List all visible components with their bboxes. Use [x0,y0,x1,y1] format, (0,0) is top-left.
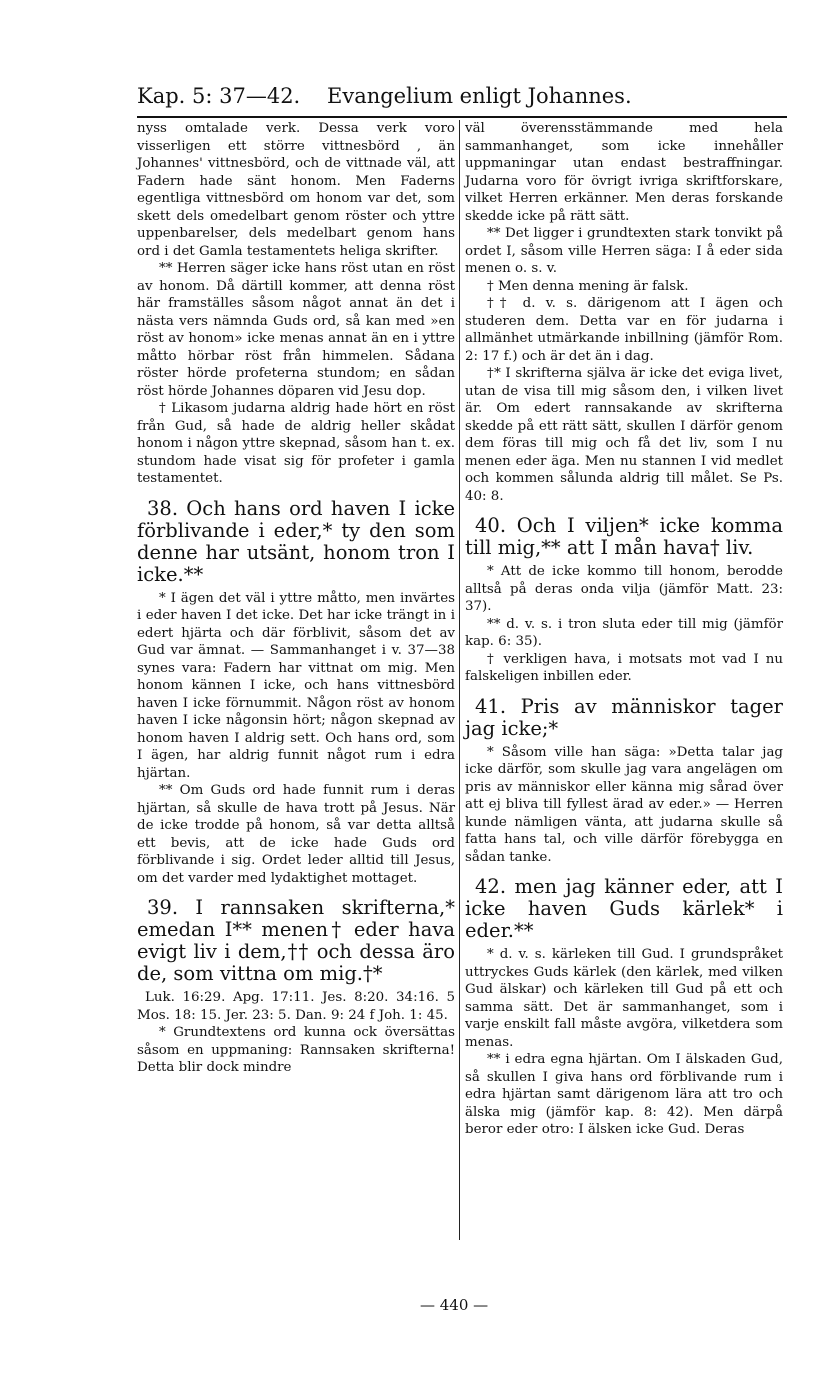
verse-42: 42. men jag känner eder, att I icke haven Guds kärlek* i eder.** [465,875,783,942]
commentary-paragraph: nyss omtalade verk. Dessa verk voro visserligen ett större vittnesbörd , än Johannes' vittnesbörd, och de vittnade väl, att Fadern hade sänt honom. Men Faderns egentliga vittnesbörd om honom var det, som skett dels omedelbart genom röster och yttre uppenbarelser, dels medelbart genom hans ord i det Gamla testamentets heliga skrifter. [137,121,455,259]
chapter-reference: Kap. 5: 37—42. [137,84,301,108]
footnote: † verkligen hava, i motsats mot vad I nu falskeligen inbillen eder. [465,651,783,684]
verse-41: 41. Pris av människor tager jag icke;* [465,694,783,740]
verse-40: 40. Och I viljen* icke komma till mig,** att I mån hava† liv. [465,514,783,559]
footnote: * Såsom ville han säga: »Detta talar jag icke därför, som skulle jag vara angelägen om pris av människor eller känna mig sårad över att ej bliva till fyllest ärad av eder.» — Herren kunde nämligen vänta, att judarna skulle så fatta hans tal, och ville därför förebygga en sådan tanke. [465,744,783,865]
footnote: ** d. v. s. i tron sluta eder till mig (jämför kap. 6: 35). [465,616,783,649]
footnote: †* I skrifterna själva är icke det eviga livet, utan de visa till mig såsom den, i vilken livet är. Om edert rannsakande av skrifterna skedde på ett rätt sätt, skullen I därför genom dem föras till mig och få det liv, som I nu menen eder äga. Men nu stannen I vid medlet och kommen sålunda aldrig till målet. Se Ps. 40: 8. [465,366,783,504]
book-title: Evangelium enligt Johannes. [327,84,632,108]
footnote: †† d. v. s. därigenom att I ägen och studeren dem. Detta var en för judarna i allmänhet utmärkande inbillning (jämför Rom. 2: 17 f.) och är det än i dag. [465,296,783,364]
footnote: † Men denna mening är falsk. [487,278,689,294]
footnote: † Likasom judarna aldrig hade hört en röst från Gud, så hade de aldrig heller skådat honom i någon yttre skepnad, såsom han t. ex. stundom hade visat sig för profeter i gamla testamentet. [137,401,455,486]
footnote: * I ägen det väl i yttre måtto, men invärtes i eder haven I det icke. Det har icke trängt in i edert hjärta och där förblivit, såsom det av Gud var ämnat. — Sammanhanget i v. 37—38 synes vara: Fadern har vittnat om mig. Men honom kännen I icke, och hans vittnesbörd haven I icke förnummit. Någon röst av honom haven I icke någonsin hört; någon skepnad av honom haven I aldrig sett. Och hans ord, som I ägen, har aldrig funnit något rum i edra hjärtan. [137,590,455,781]
page-number: — 440 — [420,1296,489,1314]
right-column [465,120,783,1139]
footnote: * Att de icke kommo till honom, berodde alltså på deras onda vilja (jämför Matt. 23: 37). [465,564,783,614]
commentary-paragraph: väl överensstämmande med hela sammanhanget, som icke innehåller uppmaningar utan endast bestraffningar. Judarna voro för övrigt ivriga skriftforskare, vilket Herren erkänner. Men deras forskande skedde icke på rätt sätt. [465,121,783,224]
cross-references: Luk. 16:29. Apg. 17:11. Jes. 8:20. 34:16. 5 Mos. 18: 15. Jer. 23: 5. Dan. 9: 24 f Joh. 1: 45. [137,990,455,1023]
header-rule [137,116,787,118]
running-header [137,84,785,114]
verse-38: 38. Och hans ord haven I icke förblivande i eder,* ty den som denne har utsänt, honom tron I icke.** [137,496,455,586]
verse-39: 39. I rannsaken skrifterna,* emedan I** menen† eder hava evigt liv i dem,†† och dessa äro de, som vittna om mig.†* [137,896,455,985]
footnote: ** Det ligger i grundtexten stark tonvikt på ordet I, såsom ville Herren säga: I å eder sida menen o. s. v. [465,226,783,276]
footnote: ** Herren säger icke hans röst utan en röst av honom. Då därtill kommer, att denna röst här framställes såsom något annat än det i nästa vers nämnda Guds ord, så kan med »en röst av honom» icke menas annat än en i yttre måtto hörbar röst från himmelen. Sådana röster hörde profeterna stundom; en sådan röst hörde Johannes döparen vid Jesu dop. [137,261,455,399]
footnote: ** Om Guds ord hade funnit rum i deras hjärtan, så skulle de hava trott på Jesus. När de icke trodde på honom, så var detta alltså ett bevis, att de icke hade Guds ord förblivande i sig. Ordet leder alltid till Jesus, om det varder med lydaktighet mottaget. [137,783,455,886]
footnote: * Grundtextens ord kunna ock översättas såsom en uppmaning: Rannsaken skrifterna! Detta blir dock mindre [137,1025,455,1075]
footnote: ** i edra egna hjärtan. Om I älskaden Gud, så skullen I giva hans ord förblivande rum i edra hjärtan samt därigenom lära att tro och älska mig (jämför kap. 8: 42). Men därpå beror eder otro: I älsken icke Gud. Deras [465,1052,783,1137]
left-column [137,120,455,1077]
column-divider [459,120,460,1240]
footnote: * d. v. s. kärleken till Gud. I grundspråket uttryckes Guds kärlek (den kärlek, med vilken Gud älskar) och kärleken till Gud på ett och samma sätt. Det är sammanhanget, som i varje enskilt fall måste avgöra, vilketdera som menas. [465,947,783,1050]
